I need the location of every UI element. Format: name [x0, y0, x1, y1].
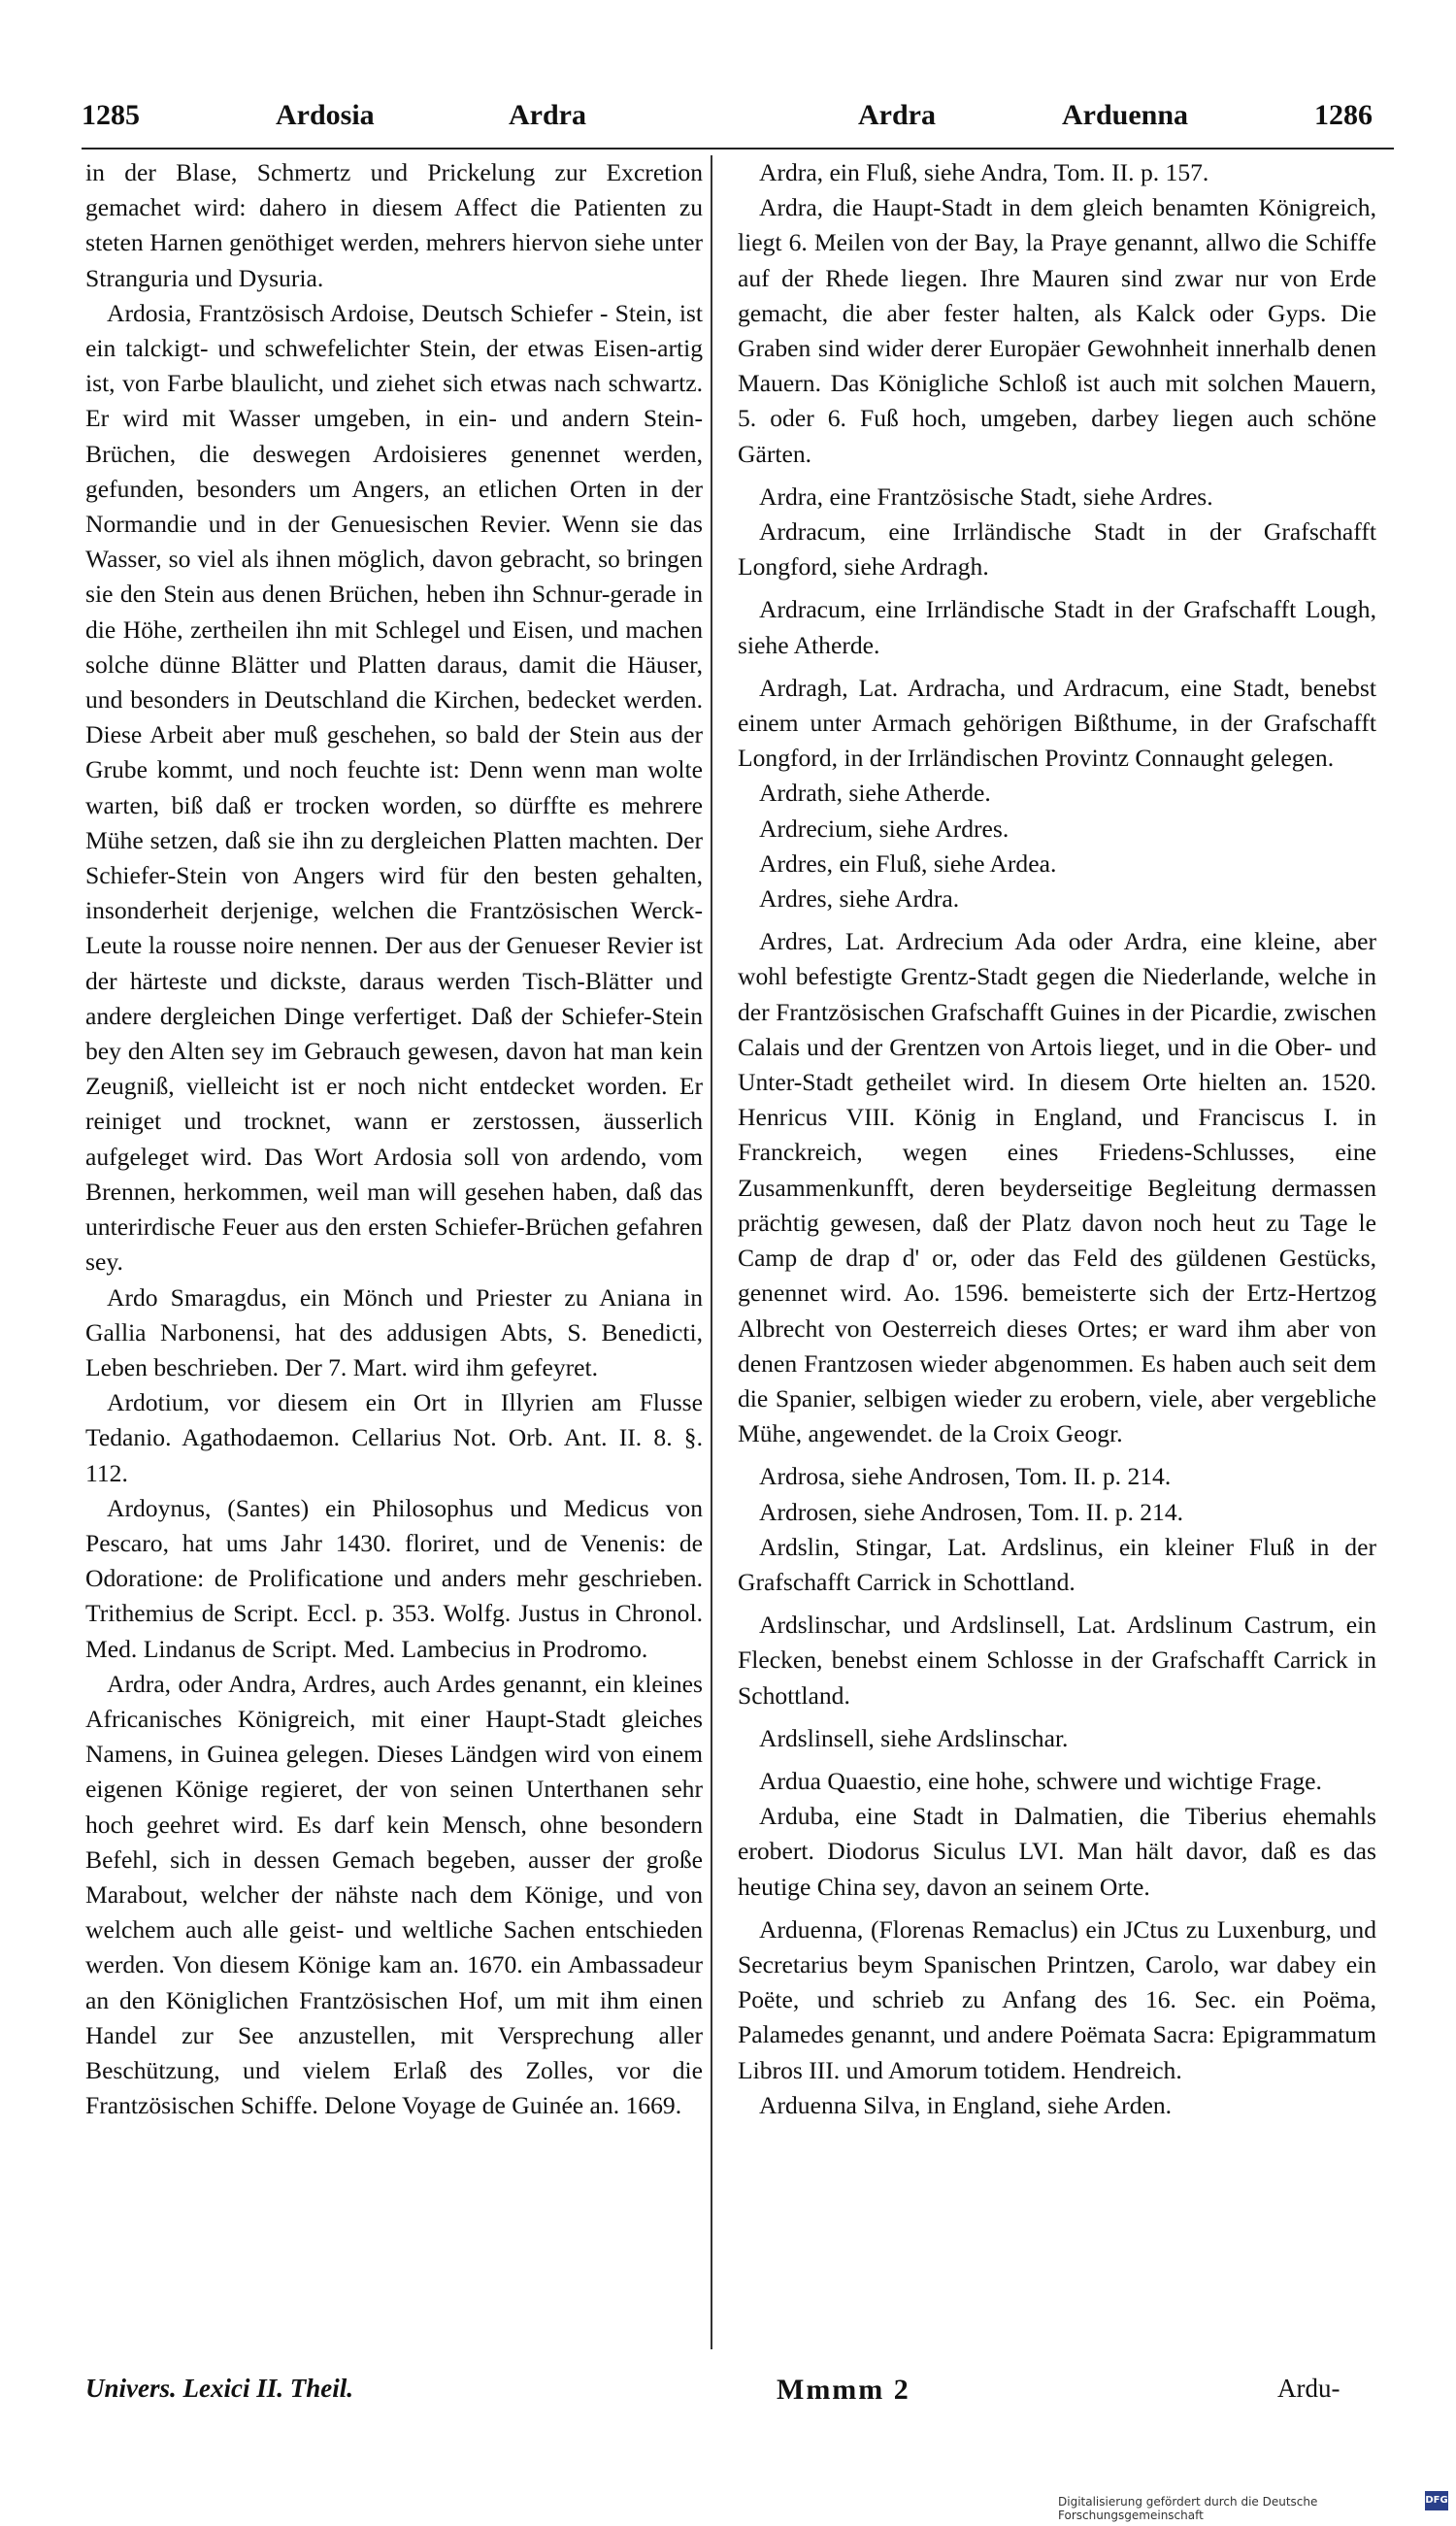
entry-paragraph: Ardres, siehe Ardra.: [759, 884, 960, 914]
page-number-left: 1285: [82, 99, 140, 131]
entry-paragraph: Ardrath, siehe Atherde.: [759, 779, 991, 808]
entry-paragraph: in der Blase, Schmertz und Prickelung zur Excretion gemachet wird: dahero in diesem Affect die Patienten zu steten Harnen genöthiget werden, mehrers hiervon siehe unter Stranguria und Dysuria.: [85, 158, 703, 292]
entry-paragraph: Ardres, Lat. Ardrecium Ada oder Ardra, eine kleine, aber wohl befestigte Grentz-Stadt gegen die Niederlande, welche in der Frantzösischen Grafschafft Guines in der Picardie, zwischen Calais und der Grentzen von Artois lieget, und in die Ober- und Unter-Stadt getheilet wird. In diesem Orte hielten an. 1520. Henricus VIII. König in England, und Franciscus I. in Franckreich, wegen eines Friedens-Schlusses, eine Zusammenkunfft, deren beyderseitige Begleitung dermassen prächtig gewesen, daß der Platz davon noch heut zu Tage le Camp de drap d' or, oder das Feld des güldenen Gestücks, genennet wird. Ao. 1596. bemeisterte sich der Ertz-Hertzog Albrecht von Oesterreich dieses Ortes; er ward ihm aber von denen Frantzosen wieder abgenommen. Es haben auch seit dem die Spanier, selbigen wieder zu erobern, viele, aber vergebliche Mühe, angewendet. de la Croix Geogr.: [738, 927, 1376, 1448]
right-column: [738, 155, 1376, 2123]
entry-paragraph: Ardslinschar, und Ardslinsell, Lat. Ardslinum Castrum, ein Flecken, benebst einem Schlosse in der Grafschafft Carrick in Schottland.: [738, 1611, 1376, 1710]
entry-paragraph: Ardrecium, siehe Ardres.: [759, 814, 1009, 843]
header-keyword-1: Ardosia: [276, 99, 375, 131]
entry-paragraph: Ardslin, Stingar, Lat. Ardslinus, ein kleiner Fluß in der Grafschafft Carrick in Schottland.: [738, 1532, 1376, 1596]
left-column: [85, 155, 703, 2123]
header-rule: [82, 148, 1394, 150]
entry-paragraph: Arduenna, (Florenas Remaclus) ein JCtus zu Luxenburg, und Secretarius beym Spanischen Printzen, Carolo, war dabey ein Poëte, und schrieb zu Anfang des 16. Sec. ein Poëma, Palamedes genannt, und andere Poëmata Sacra: Epigrammatum Libros III. und Amorum totidem. Hendreich.: [738, 1914, 1376, 2084]
entry-paragraph: Ardo Smaragdus, ein Mönch und Priester zu Aniana in Gallia Narbonensi, hat des addusigen Abts, S. Benedicti, Leben beschrieben. Der 7. Mart. wird ihm gefeyret.: [85, 1282, 703, 1381]
entry-paragraph: Ardua Quaestio, eine hohe, schwere und wichtige Frage.: [759, 1766, 1322, 1795]
page-header: [82, 99, 1394, 146]
digitization-credit: Digitalisierung gefördert durch die Deutsche Forschungsgemeinschaft: [1058, 2495, 1318, 2522]
entry-paragraph: Ardslinsell, siehe Ardslinschar.: [759, 1723, 1069, 1752]
header-keyword-4: Arduenna: [1062, 99, 1189, 131]
entry-paragraph: Ardrosen, siehe Androsen, Tom. II. p. 214.: [759, 1497, 1184, 1526]
entry-paragraph: Arduenna Silva, in England, siehe Arden.: [759, 2090, 1173, 2119]
header-keyword-3: Ardra: [858, 99, 936, 131]
entry-paragraph: Ardoynus, (Santes) ein Philosophus und Medicus von Pescaro, hat ums Jahr 1430. floriret, und de Venenis: de Odoratione: de Prolificatione und anders mehr geschrieben. Trithemius de Script. Eccl. p. 353. Wolfg. Justus in Chronol. Med. Lindanus de Script. Med. Lambecius in Prodromo.: [85, 1493, 703, 1663]
entry-paragraph: Arduba, eine Stadt in Dalmatien, die Tiberius ehemahls erobert. Diodorus Siculus LVI. Man hält davor, daß es das heutige China sey, davon an seinem Orte.: [738, 1802, 1376, 1901]
catchword: Ardu-: [1277, 2374, 1340, 2403]
dfg-logo-icon: DFG: [1425, 2491, 1448, 2510]
entry-paragraph: Ardotium, vor diesem ein Ort in Illyrien am Flusse Tedanio. Agathodaemon. Cellarius Not. Orb. Ant. II. 8. §. 112.: [85, 1388, 703, 1487]
entry-paragraph: Ardra, eine Frantzösische Stadt, siehe Ardres.: [759, 482, 1213, 511]
entry-paragraph: Ardra, die Haupt-Stadt in dem gleich benamten Königreich, liegt 6. Meilen von der Bay, la Praye genannt, allwo die Schiffe auf der Rhede liegen. Ihre Mauren sind zwar nur von Erde gemacht, die aber fester halten, als Kalck oder Gyps. Die Graben sind wider derer Europäer Gewohnheit innerhalb denen Mauern. Das Königliche Schloß ist auch mit solchen Mauern, 5. oder 6. Fuß hoch, umgeben, darbey liegen auch schöne Gärten.: [738, 193, 1376, 468]
header-keyword-2: Ardra: [509, 99, 586, 131]
entry-paragraph: Ardracum, eine Irrländische Stadt in der Grafschafft Lough, siehe Atherde.: [738, 595, 1376, 659]
entry-paragraph: Ardragh, Lat. Ardracha, und Ardracum, eine Stadt, benebst einem unter Armach gehörigen Bißthume, in der Grafschafft Longford, in der Irrländischen Provintz Connaught gelegen.: [738, 673, 1376, 773]
entry-paragraph: Ardra, ein Fluß, siehe Andra, Tom. II. p. 157.: [759, 158, 1209, 186]
entry-paragraph: Ardracum, eine Irrländische Stadt in der Grafschafft Longford, siehe Ardragh.: [738, 517, 1376, 582]
page-number-right: 1286: [1314, 99, 1373, 131]
entry-paragraph: Ardra, oder Andra, Ardres, auch Ardes genannt, ein kleines Africanisches Königreich, mit einer Haupt-Stadt gleiches Namens, in Guinea gelegen. Dieses Ländgen wird von einem eigenen Könige regieret, der von seinen Unterthanen sehr hoch geehret wird. Es darf kein Mensch, ohne besondern Befehl, sich in dessen Gemach begeben, ausser der große Marabout, welcher der nähste nach dem Könige, und von welchem auch alle geist- und weltliche Sachen entschieden werden. Von diesem Könige kam an. 1670. ein Ambassadeur an den Königlichen Frantzösischen Hof, um mit ihm einen Handel zur See anzustellen, mit Versprechung aller Beschützung, und vielem Erlaß des Zolles, vor die Frantzösischen Schiffe. Delone Voyage de Guinée an. 1669.: [85, 1669, 703, 2120]
entry-paragraph: Ardosia, Frantzösisch Ardoise, Deutsch Schiefer - Stein, ist ein talckigt- und schwefelichter Stein, der etwas Eisen-artig ist, von Farbe blaulicht, und ziehet sich etwas nach schwartz. Er wird mit Wasser umgeben, in ein- und andern Stein-Brüchen, die deswegen Ardoisieres genennet werden, gefunden, besonders um Angers, an etlichen Orten in der Normandie und in der Genuesischen Revier. Wenn sie das Wasser, so viel als ihnen möglich, davon gebracht, so bringen sie den Stein aus denen Brüchen, heben ihn Schnur-gerade in die Höhe, zertheilen ihn mit Schlegel und Eisen, und machen solche dünne Blätter und Platten daraus, damit die Häuser, und besonders in Deutschland die Kirchen, bedecket werden. Diese Arbeit aber muß geschehen, so bald der Stein aus der Grube kommt, und noch feuchte ist: Denn wenn man wolte warten, biß daß er trocken worden, so dürffte es mehrere Mühe setzen, daß sie ihn zu dergleichen Platten machten. Der Schiefer-Stein von Angers wird für den besten gehalten, insonderheit derjenige, welchen die Frantzösischen Werck-Leute la rousse noire nennen. Der aus der Genueser Revier ist der härteste und dickste, daraus werden Tisch-Blätter und andere dergleichen Dinge verfertiget. Daß der Schiefer-Stein bey den Alten sey im Gebrauch gewesen, davon hat man kein Zeugniß, vielleicht ist er noch nicht entdecket worden. Er reiniget und trocknet, wann er zerstossen, äusserlich aufgeleget wird. Das Wort Ardosia soll von ardendo, vom Brennen, herkommen, weil man will gesehen haben, daß das unterirdische Feuer aus den ersten Schiefer-Brüchen gefahren sey.: [85, 298, 703, 1277]
entry-paragraph: Ardres, ein Fluß, siehe Ardea.: [759, 848, 1057, 878]
column-divider: [711, 155, 712, 2349]
signature-mark: Mmmm 2: [777, 2374, 910, 2406]
entry-paragraph: Ardrosa, siehe Androsen, Tom. II. p. 214.: [759, 1462, 1172, 1491]
volume-note: Univers. Lexici II. Theil.: [85, 2374, 353, 2403]
